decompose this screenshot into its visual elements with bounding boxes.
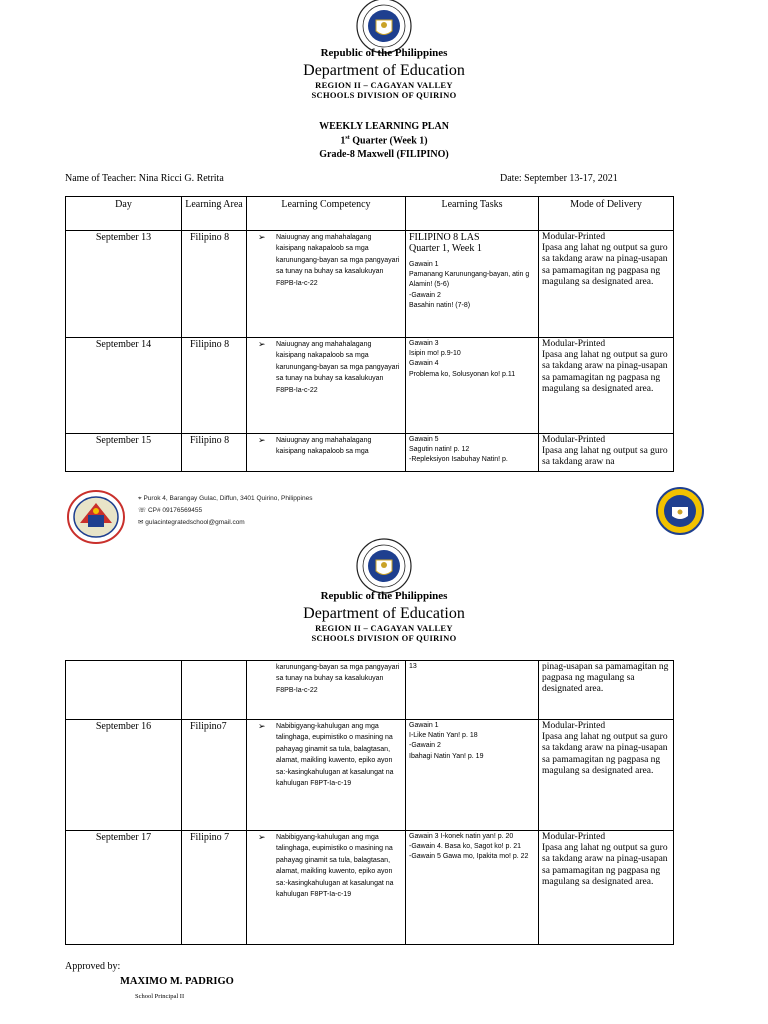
tasks-subheading: Quarter 1, Week 1: [409, 243, 482, 254]
republic-line: Republic of the Philippines: [320, 590, 448, 602]
school-logo: [66, 489, 126, 545]
table-row: [66, 720, 674, 831]
table-row: [66, 231, 674, 338]
arrow-bullet-icon: ➢: [258, 832, 266, 842]
row-day: September 16: [66, 720, 182, 831]
department-title: Department of Education: [303, 62, 465, 79]
footer-address: ⌖ Purok 4, Barangay Gulac, Diffun, 3401 Quirino, Philippines: [138, 495, 313, 502]
header-learning-competency: Learning Competency: [247, 197, 406, 231]
tasks-heading: FILIPINO 8 LAS: [409, 232, 480, 243]
row-day: September 17: [66, 831, 182, 945]
tasks-list: Gawain 1 Pamanang Karunungang-bayan, atin g Alamin! (5-6) -Gawain 2 Basahin natin! (7-8): [409, 261, 530, 309]
plan-grade: Grade-8 Maxwell (FILIPINO): [319, 149, 449, 160]
region-line: REGION II – CAGAYAN VALLEY: [315, 80, 453, 90]
row-mode: Modular-Printed Ipasa ang lahat ng output sa guro sa takdang araw na pinag-usapan sa pamamagitan ng pagpasa ng magulang sa designated area.: [539, 231, 674, 338]
row-competency: ➢ Naiuugnay ang mahahalagang kaisipang nakapaloob sa mga karunungang-bayan sa mga pangyayari sa tunay na buhay sa kasalukuyan F8PB-Ia-c-22: [247, 231, 406, 338]
row-area: Filipino 8: [182, 231, 247, 338]
learning-plan-table-page2: [65, 660, 674, 945]
approved-by-label: Approved by:: [65, 961, 121, 972]
table-row: [66, 338, 674, 434]
row-mode: Modular-Printed Ipasa ang lahat ng output sa guro sa takdang araw na pinag-usapan sa pamamagitan ng pagpasa ng magulang sa designated area.: [539, 720, 674, 831]
region-line: REGION II – CAGAYAN VALLEY: [315, 623, 453, 633]
table-row: [66, 831, 674, 945]
row-competency: ➢ Naiuugnay ang mahahalagang kaisipang nakapaloob sa mga: [247, 434, 406, 472]
row-competency: karunungang-bayan sa mga pangyayari sa tunay na buhay sa kasalukuyan F8PB-Ia-c-22: [247, 661, 406, 720]
table-header-row: [66, 197, 674, 231]
row-area: Filipino 7: [182, 831, 247, 945]
approver-name: MAXIMO M. PADRIGO: [120, 976, 234, 987]
deped-seal: [356, 538, 412, 594]
deped-seal: [356, 0, 412, 54]
learning-plan-table-page1: [65, 196, 674, 472]
arrow-bullet-icon: ➢: [258, 339, 266, 349]
row-tasks: Gawain 1 I-Like Natin Yan! p. 18 -Gawain 2 Ibahagi Natin Yan! p. 19: [406, 720, 539, 831]
approver-position: School Principal II: [135, 993, 185, 1000]
arrow-bullet-icon: ➢: [258, 232, 266, 242]
header-mode-of-delivery: Mode of Delivery: [539, 197, 674, 231]
plan-quarter: 1st Quarter (Week 1): [340, 135, 428, 147]
plan-date: Date: September 13-17, 2021: [500, 173, 618, 184]
plan-title: WEEKLY LEARNING PLAN: [319, 121, 449, 132]
row-mode: Modular-Printed Ipasa ang lahat ng output sa guro sa takdang araw na pinag-usapan sa pamamagitan ng pagpasa ng magulang sa designated area.: [539, 338, 674, 434]
table-row: [66, 661, 674, 720]
row-area: [182, 661, 247, 720]
row-day: September 14: [66, 338, 182, 434]
footer-email: ✉ gulacintegratedschool@gmail.com: [138, 519, 245, 526]
row-competency: ➢ Nabibigyang-kahulugan ang mga talinghaga, eupimistiko o masining na pahayag ginamit sa tula, balagtasan, alamat, maikling kuwento, epiko ayon sa:-kasingkahulugan at kasalungat na kahulugan F8PT-Ia-c-19: [247, 720, 406, 831]
row-area: Filipino7: [182, 720, 247, 831]
phone-icon: ☏: [138, 507, 148, 514]
row-tasks: Gawain 3 I-konek natin yan! p. 20 -Gawain 4. Basa ko, Sagot ko! p. 21 -Gawain 5 Gawa mo, Ipakita mo! p. 22: [406, 831, 539, 945]
division-seal: [656, 487, 704, 535]
header-learning-tasks: Learning Tasks: [406, 197, 539, 231]
arrow-bullet-icon: ➢: [258, 721, 266, 731]
row-day: September 13: [66, 231, 182, 338]
location-icon: ⌖: [138, 495, 144, 502]
row-mode: Modular-Printed Ipasa ang lahat ng output sa guro sa takdang araw na: [539, 434, 674, 472]
row-tasks: [406, 231, 539, 338]
republic-line: Republic of the Philippines: [320, 47, 448, 59]
teacher-name: Name of Teacher: Nina Ricci G. Retrita: [65, 173, 224, 184]
division-line: SCHOOLS DIVISION OF QUIRINO: [311, 633, 457, 643]
department-title: Department of Education: [303, 605, 465, 622]
row-tasks: 13: [406, 661, 539, 720]
row-competency: ➢ Naiuugnay ang mahahalagang kaisipang nakapaloob sa mga karunungang-bayan sa mga pangyayari sa tunay na buhay sa kasalukuyan F8PB-Ia-c-22: [247, 338, 406, 434]
row-mode: pinag-usapan sa pamamagitan ng pagpasa ng magulang sa designated area.: [539, 661, 674, 720]
row-area: Filipino 8: [182, 434, 247, 472]
header-learning-area: Learning Area: [182, 197, 247, 231]
row-tasks: Gawain 3 Isipin mo! p.9-10 Gawain 4 Problema ko, Solusyonan ko! p.11: [406, 338, 539, 434]
email-icon: ✉: [138, 519, 146, 526]
header-day: Day: [66, 197, 182, 231]
division-line: SCHOOLS DIVISION OF QUIRINO: [311, 90, 457, 100]
row-tasks: Gawain 5 Sagutin natin! p. 12 -Repleksiyon Isabuhay Natin! p.: [406, 434, 539, 472]
row-mode: Modular-Printed Ipasa ang lahat ng output sa guro sa takdang araw na pinag-usapan sa pamamagitan ng pagpasa ng magulang sa designated area.: [539, 831, 674, 945]
row-day: [66, 661, 182, 720]
row-day: September 15: [66, 434, 182, 472]
table-row: [66, 434, 674, 472]
arrow-bullet-icon: ➢: [258, 435, 266, 445]
footer-phone: ☏ CP# 09176569455: [138, 507, 203, 514]
row-competency: ➢ Nabibigyang-kahulugan ang mga talinghaga, eupimistiko o masining na pahayag ginamit sa tula, balagtasan, alamat, maikling kuwento, epiko ayon sa:-kasingkahulugan at kasalungat na kahulugan F8PT-Ia-c-19: [247, 831, 406, 945]
row-area: Filipino 8: [182, 338, 247, 434]
